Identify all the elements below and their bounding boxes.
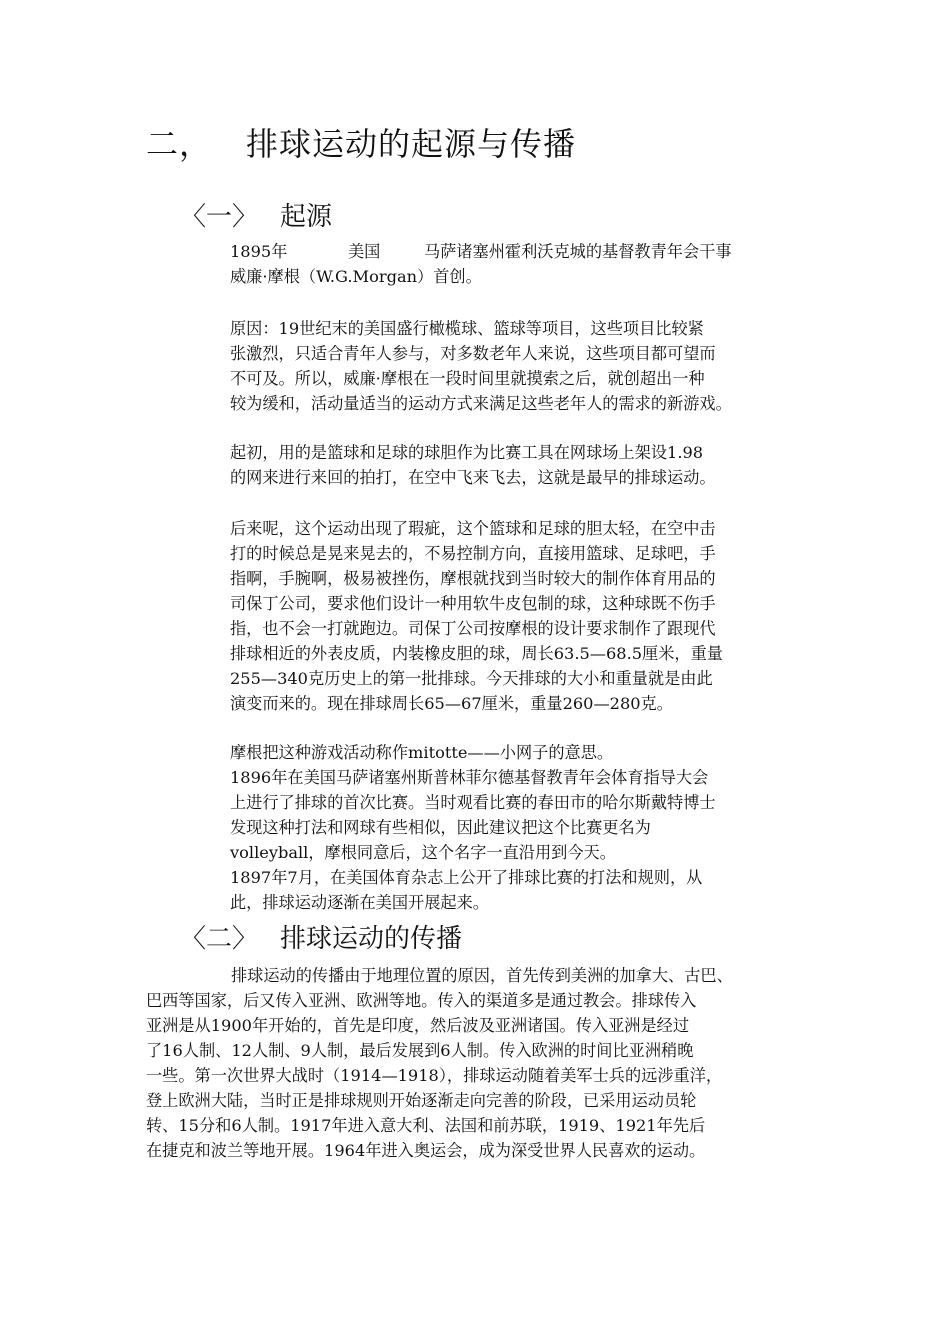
paragraph-line: 一些。第一次世界大战时（1914—1918），排球运动随着美军士兵的远涉重洋， <box>146 1066 723 1085</box>
paragraph-line: 的网来进行来回的拍打，在空中飞来飞去，这就是最早的排球运动。 <box>230 468 716 487</box>
title-text: 排球运动的起源与传播 <box>246 125 577 163</box>
paragraph-line: 排球相近的外表皮质，内装橡皮胆的球，周长63.5—68.5厘米，重量 <box>230 644 723 663</box>
paragraph-line: 司保丁公司，要求他们设计一种用软牛皮包制的球，这种球既不伤手 <box>230 594 716 613</box>
origin-paragraph <box>230 239 820 289</box>
section-heading-spread <box>180 922 462 956</box>
paragraph-line: 登上欧洲大陆，当时正是排球规则开始逐渐走向完善的阶段，已采用运动员轮 <box>146 1091 697 1110</box>
page-title <box>146 122 576 166</box>
origin-year: 1895年 <box>230 242 288 261</box>
origin-place: 马萨诸塞州霍利沃克城的基督教青年会干事 <box>424 242 732 261</box>
section-number: 〈一〉 <box>180 202 259 232</box>
origin-line-1 <box>230 239 820 264</box>
paragraph-line: 演变而来的。现在排球周长65—67厘米，重量260—280克。 <box>230 694 673 713</box>
paragraph-line: 不可及。所以，威廉·摩根在一段时间里就摸索之后，就创超出一种 <box>230 369 705 388</box>
title-number: 二， <box>146 125 213 163</box>
origin-line-2: 威廉·摩根（W.G.Morgan）首创。 <box>230 267 482 286</box>
section-title: 起源 <box>280 202 333 232</box>
paragraph-line: 1896年在美国马萨诸塞州斯普林菲尔德基督教青年会体育指导大会 <box>230 768 709 787</box>
reason-paragraph <box>230 316 820 416</box>
paragraph-line: 后来呢，这个运动出现了瑕疵，这个篮球和足球的胆太轻，在空中击 <box>230 519 716 538</box>
paragraph-line: volleyball，摩根同意后，这个名字一直沿用到今天。 <box>230 843 616 862</box>
paragraph-line: 较为缓和，活动量适当的运动方式来满足这些老年人的需求的新游戏。 <box>230 394 732 413</box>
paragraph-line: 转、15分和6人制。1917年进入意大利、法国和前苏联，1919、1921年先后 <box>146 1116 706 1135</box>
paragraph-line: 此，排球运动逐渐在美国开展起来。 <box>230 893 489 912</box>
later-paragraph <box>230 516 820 716</box>
initial-paragraph <box>230 440 820 490</box>
paragraph-line: 摩根把这种游戏活动称作mitotte——小网子的意思。 <box>230 743 614 762</box>
paragraph-line: 指，也不会一打就跑边。司保丁公司按摩根的设计要求制作了跟现代 <box>230 619 716 638</box>
paragraph-line: 巴西等国家，后又传入亚洲、欧洲等地。传入的渠道多是通过教会。排球传入 <box>146 991 697 1010</box>
paragraph-line: 亚洲是从1900年开始的，首先是印度，然后波及亚洲诸国。传入亚洲是经过 <box>146 1016 690 1035</box>
paragraph-line: 打的时候总是晃来晃去的，不易控制方向，直接用篮球、足球吧，手 <box>230 544 716 563</box>
paragraph-line: 在捷克和波兰等地开展。1964年进入奥运会，成为深受世界人民喜欢的运动。 <box>146 1141 706 1160</box>
paragraph-line: 255—340克历史上的第一批排球。今天排球的大小和重量就是由此 <box>230 669 713 688</box>
origin-country: 美国 <box>348 242 381 261</box>
section-title: 排球运动的传播 <box>280 924 463 954</box>
paragraph-line: 上进行了排球的首次比赛。当时观看比赛的春田市的哈尔斯戴特博士 <box>230 793 716 812</box>
paragraph-line: 了16人制、12人制、9人制，最后发展到6人制。传入欧洲的时间比亚洲稍晚 <box>146 1041 694 1060</box>
spread-paragraph <box>146 963 816 1163</box>
paragraph-line: 排球运动的传播由于地理位置的原因，首先传到美洲的加拿大、古巴、 <box>231 966 733 985</box>
paragraph-line: 起初，用的是篮球和足球的球胆作为比赛工具在网球场上架设1.98 <box>230 443 704 462</box>
section-number: 〈二〉 <box>180 924 259 954</box>
section-heading-origin <box>180 200 332 234</box>
naming-paragraph <box>230 740 820 915</box>
paragraph-line: 指啊，手腕啊，极易被挫伤，摩根就找到当时较大的制作体育用品的 <box>230 569 716 588</box>
paragraph-line: 发现这种打法和网球有些相似，因此建议把这个比赛更名为 <box>230 818 651 837</box>
paragraph-line: 张激烈，只适合青年人参与，对多数老年人来说，这些项目都可望而 <box>230 344 716 363</box>
paragraph-line: 原因：19世纪末的美国盛行橄榄球、篮球等项目，这些项目比较紧 <box>230 319 704 338</box>
paragraph-line: 1897年7月，在美国体育杂志上公开了排球比赛的打法和规则，从 <box>230 868 703 887</box>
